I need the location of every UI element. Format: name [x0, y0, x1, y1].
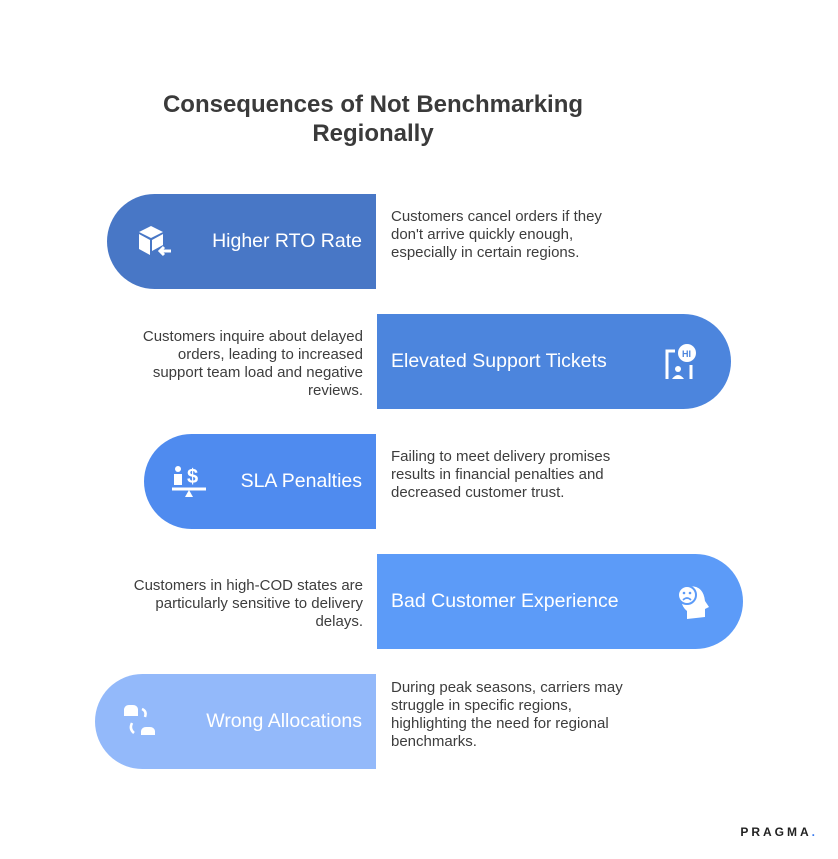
pill-elevated-support-tickets [377, 314, 731, 409]
sad-head-icon [673, 583, 711, 621]
pill-label: Higher RTO Rate [212, 230, 362, 252]
pill-bad-customer-experience [377, 554, 743, 649]
penalty-scale-icon [170, 463, 208, 501]
pill-label: SLA Penalties [240, 470, 362, 492]
description-wrong-allocations: During peak seasons, carriers may struggle in specific regions, highlighting the need for regional benchmarks. [391, 679, 623, 750]
logo-dot: . [811, 825, 818, 839]
pill-label: Wrong Allocations [206, 710, 362, 732]
pill-label: Bad Customer Experience [391, 590, 619, 612]
pill-label: Elevated Support Tickets [391, 350, 607, 372]
pill-wrong-allocations [95, 674, 376, 769]
pill-sla-penalties [144, 434, 376, 529]
cars-swap-icon [121, 703, 159, 741]
description-elevated-support-tickets: Customers inquire about delayed orders, leading to increased support team load and negative reviews. [142, 328, 363, 399]
svg-text:HI: HI [682, 349, 691, 359]
description-sla-penalties: Failing to meet delivery promises results in financial penalties and decreased customer trust. [391, 448, 611, 501]
logo-text: PRAGMA [740, 825, 812, 839]
description-bad-customer-experience: Customers in high-COD states are particularly sensitive to delivery delays. [133, 577, 363, 630]
svg-text:$: $ [187, 466, 199, 488]
support-chat-icon [661, 343, 699, 381]
pragma-logo [740, 825, 818, 839]
pill-higher-rto-rate [107, 194, 376, 289]
page-title: Consequences of Not Benchmarking Regionally [162, 91, 584, 147]
description-higher-rto-rate: Customers cancel orders if they don't arrive quickly enough, especially in certain regions. [391, 208, 602, 261]
box-return-icon [135, 223, 173, 261]
